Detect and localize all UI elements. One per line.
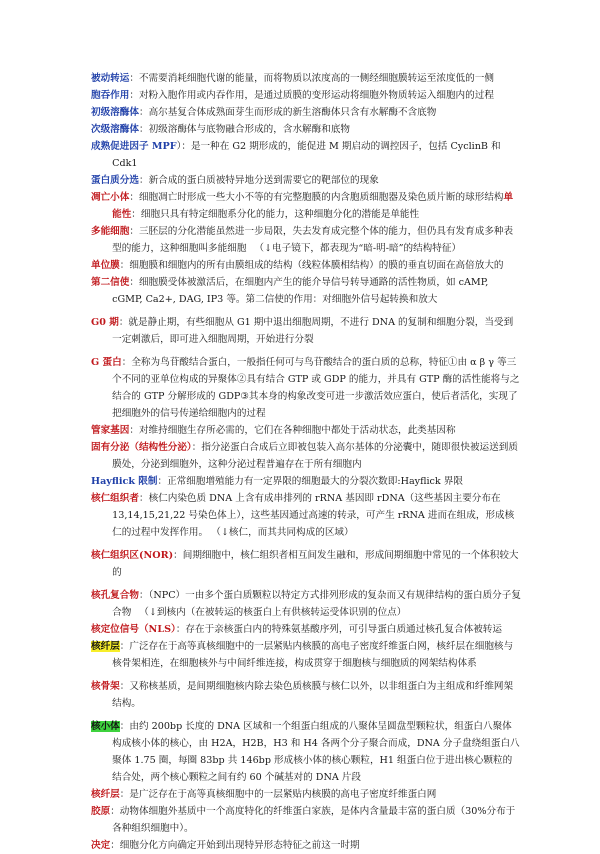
- term: 核骨架: [91, 681, 120, 692]
- term: 固有分泌（结构性分泌）: [91, 442, 192, 453]
- term: 被动转运: [91, 73, 130, 84]
- definition: 细胞只具有特定细胞系分化的能力，这种细胞分化的潜能是单能性: [140, 209, 420, 220]
- term: 管家基因: [91, 425, 130, 436]
- entry-passive-transport: 被动转运：不需要消耗细胞代谢的能量，而将物质以浓度高的一侧经细胞膜转运至浓度低的一侧: [91, 73, 494, 84]
- term: G 蛋白: [91, 357, 122, 368]
- definition: 不需要消耗细胞代谢的能量，而将物质以浓度高的一侧经细胞膜转运至浓度低的一侧: [138, 73, 494, 84]
- entry-primary-lysosome: 初级溶酶体：高尔基复合体成熟面芽生而形成的新生溶酶体只含有水解酶不含底物: [91, 107, 437, 118]
- entry-collagen: 胶原：动物体细胞外基质中一个高度特化的纤维蛋白家族，是体内含量最丰富的蛋白质（30%分布于各种组织细胞中）。: [91, 806, 516, 834]
- entry-g-protein: G 蛋白：全称为鸟苷酸结合蛋白，一般指任何可与鸟苷酸结合的蛋白质的总称，特征①由 α β γ 等三个不同的亚单位构成的异聚体②具有结合 GTP 或 GDP 的能力，并具有 GTP 酶的活性能将与之结合的 GTP 分解形成的 GDP③其本身的构象改变可进一步激活效应蛋白，使后者活化，实现了把细胞外的信号传递给细胞内的过程: [91, 357, 520, 419]
- term: 单位膜: [91, 260, 120, 271]
- term: 多能细胞: [91, 226, 130, 237]
- definition: 细胞凋亡时形成一些大小不等的有完整胞膜的内含胞质细胞器及染色质片断的球形结构: [138, 192, 504, 203]
- entry-nuclear-lamina: 核纤层：广泛存在于高等真核细胞中的一层紧贴内核膜的高电子密度纤维蛋白网，核纤层在细胞核与核骨架相连，在细胞核外与中间纤维连接，构成贯穿于细胞核与细胞质的网架结构体系: [91, 641, 514, 669]
- definition: 存在于亲核蛋白内的特殊氨基酸序列，可引导蛋白质通过核孔复合体被转运: [185, 624, 502, 635]
- definition: 广泛存在于高等真核细胞中的一层紧贴内核膜的高电子密度纤维蛋白网，核纤层在细胞核与核骨架相连，在细胞核外与中间纤维连接，构成贯穿于细胞核与细胞质的网架结构体系: [112, 641, 514, 669]
- definition: 初级溶酶体与底物融合形成的，含水解酶和底物: [148, 124, 351, 135]
- entry-determination: 决定：细胞分化方向确定开始到出现特异形态特征之前这一时期: [91, 840, 360, 851]
- entry-nucleosome: 核小体：由约 200bp 长度的 DNA 区域和一个组蛋白组成的八聚体呈圆盘型颗粒状，组蛋白八聚体构成核小体的核心，由 H2A，H2B，H3 和 H4 各两个分子聚合而成，DNA 分子盘绕组蛋白八聚体 1.75 圈，每圈 83bp 共 146bp 形成核小体的核心颗粒，H1 组蛋白位于进出核心颗粒的结合处，两个核心颗粒之间有约 60 个碱基对的 DNA 片段: [91, 721, 520, 783]
- term: 核仁组织区(NOR): [91, 550, 174, 561]
- definition: 细胞膜受体被激活后，在细胞内产生的能介导信号转导通路的活性物质，如 cAMP, cGMP, Ca2+, DAG, IP3 等。第二信使的作用：对细胞外信号起转换和放大: [112, 277, 489, 305]
- entry-endocytosis: 胞吞作用：对粉入胞作用或内吞作用，是通过质膜的变形运动将细胞外物质转运入细胞内的过程: [91, 90, 494, 101]
- term: 核纤层: [91, 789, 120, 800]
- term: 单能性: [112, 192, 514, 220]
- entry-nuclear-matrix: 核骨架：又称核基质，是间期细胞核内除去染色质核膜与核仁以外，以非组蛋白为主组成和纤维网架结构。: [91, 681, 514, 709]
- definition: 对维持细胞生存所必需的，它们在各种细胞中都处于活动状态，此类基因称: [138, 425, 456, 436]
- entry-nuclear-lamina-2: 核纤层：是广泛存在于高等真核细胞中的一层紧贴内核膜的高电子密度纤维蛋白网: [91, 789, 437, 800]
- definition: 三胚层的分化潜能虽然进一步局限，失去发育成完整个体的能力，但仍具有发育成多种表型的能力，这种细胞叫多能细胞: [112, 226, 514, 254]
- definition: 是广泛存在于高等真核细胞中的一层紧贴内核膜的高电子密度纤维蛋白网: [129, 789, 437, 800]
- definition: 由约 200bp 长度的 DNA 区域和一个组蛋白组成的八聚体呈圆盘型颗粒状，组蛋白八聚体构成核小体的核心，由 H2A，H2B，H3 和 H4 各两个分子聚合而成，DNA 分子盘绕组蛋白八聚体 1.75 圈，每圈 83bp 共 146bp 形成核小体的核心颗粒，H1 组蛋白位于进出核心颗粒的结合处，两个核心颗粒之间有约 60 个碱基对的 DNA 片段: [112, 721, 520, 783]
- term: 次级溶酶体: [91, 124, 139, 135]
- term: G0 期: [91, 317, 119, 328]
- term: 决定: [91, 840, 111, 851]
- definition: 动物体细胞外基质中一个高度特化的纤维蛋白家族，是体内含量最丰富的蛋白质（30%分布于各种组织细胞中）。: [112, 806, 516, 834]
- definition: 新合成的蛋白质被特异地分送到需要它的靶部位的现象: [148, 175, 379, 186]
- entry-housekeeping-gene: 管家基因：对维持细胞生存所必需的，它们在各种细胞中都处于活动状态，此类基因称: [91, 425, 456, 436]
- entry-multipotent-cell: 多能细胞：三胚层的分化潜能虽然进一步局限，失去发育成完整个体的能力，但仍具有发育成多种表型的能力，这种细胞叫多能细胞 （↓电子镜下，都表现为“暗-明-暗”的结构特征）: [91, 226, 514, 254]
- entry-protein-sorting: 蛋白质分选：新合成的蛋白质被特异地分送到需要它的靶部位的现象: [91, 175, 379, 186]
- annotation-note: （↓到核内（在被转运的核蛋白上有供核转运受体识别的位点）: [139, 607, 407, 618]
- definition: 细胞膜和细胞内的所有由膜组成的结构（线粒体膜相结构）的膜的垂直切面在高倍放大的: [129, 260, 504, 271]
- entry-nor: 核仁组织区(NOR)：间期细胞中，核仁组织者相互间发生融和，形成间期细胞中常见的一个体积较大的: [91, 550, 519, 578]
- term: 核仁组织者: [91, 493, 139, 504]
- entry-g0-phase: G0 期：就是静止期，有些细胞从 G1 期中退出细胞周期，不进行 DNA 的复制和细胞分裂，当受到一定刺激后，即可进入细胞周期，开始进行分裂: [91, 317, 514, 345]
- definition: 就是静止期，有些细胞从 G1 期中退出细胞周期，不进行 DNA 的复制和细胞分裂，当受到一定刺激后，即可进入细胞周期，开始进行分裂: [112, 317, 514, 345]
- entry-mpf: 成熟促进因子 MPF）：是一种在 G2 期形成的，能促进 M 期启动的调控因子，包括 CyclinB 和 Cdk1: [91, 141, 501, 169]
- term: 核纤层: [91, 641, 120, 652]
- term: 成熟促进因子 MPF: [91, 141, 177, 152]
- term: 凋亡小体: [91, 192, 130, 203]
- definition: 是一种在 G2 期形成的，能促进 M 期启动的调控因子，包括 CyclinB 和 Cdk1: [112, 141, 501, 169]
- term: 胶原: [91, 806, 111, 817]
- definition: 正常细胞增殖能力有一定界限的细胞最大的分裂次数即:Hayflick 界限: [167, 476, 463, 487]
- definition: （NPC）一由多个蛋白质颗粒以特定方式排列形成的复杂而又有规律结构的蛋白质分子复合物: [112, 590, 521, 618]
- term: 初级溶酶体: [91, 107, 139, 118]
- definition: 指分泌蛋白合成后立即被包装入高尔基体的分泌囊中，随即很快被运送到质膜处，分泌到细胞外，这种分泌过程普遍存在于所有细胞内: [112, 442, 518, 470]
- term: 蛋白质分选: [91, 175, 139, 186]
- entry-apoptotic-body: 凋亡小体：细胞凋亡时形成一些大小不等的有完整胞膜的内含胞质细胞器及染色质片断的球形结构单能性：细胞只具有特定细胞系分化的能力，这种细胞分化的潜能是单能性: [91, 192, 514, 220]
- definition: 全称为鸟苷酸结合蛋白，一般指任何可与鸟苷酸结合的蛋白质的总称，特征①由 α β γ 等三个不同的亚单位构成的异聚体②具有结合 GTP 或 GDP 的能力，并具有 GTP 酶的活性能将与之结合的 GTP 分解形成的 GDP③其本身的构象改变可进一步激活效应蛋白，使后者活化，实现了把细胞外的信号传递给细胞内的过程: [112, 357, 520, 419]
- definition: 对粉入胞作用或内吞作用，是通过质膜的变形运动将细胞外物质转运入细胞内的过程: [138, 90, 494, 101]
- entry-nls: 核定位信号（NLS）：存在于亲核蛋白内的特殊氨基酸序列，可引导蛋白质通过核孔复合体被转运: [91, 624, 502, 635]
- annotation-note: （↓核仁，而其共同构成的区域）: [216, 527, 354, 538]
- entry-secondary-lysosome: 次级溶酶体：初级溶酶体与底物融合形成的，含水解酶和底物: [91, 124, 351, 135]
- definition: 核仁内染色质 DNA 上含有成串排列的 rRNA 基因即 rDNA（这些基因主要分布在 13,14,15,21,22 号染色体上），这些基因通过高速的转录，可产生 rRNA 进而在组成，形成核仁的过程中发挥作用。: [112, 493, 515, 538]
- definition: 高尔基复合体成熟面芽生而形成的新生溶酶体只含有水解酶不含底物: [148, 107, 437, 118]
- definition: 又称核基质，是间期细胞核内除去染色质核膜与核仁以外，以非组蛋白为主组成和纤维网架结构。: [112, 681, 514, 709]
- entry-second-messenger: 第二信使：细胞膜受体被激活后，在细胞内产生的能介导信号转导通路的活性物质，如 cAMP, cGMP, Ca2+, DAG, IP3 等。第二信使的作用：对细胞外信号起转换和放大: [91, 277, 489, 305]
- term: 胞吞作用: [91, 90, 130, 101]
- entry-hayflick-limit: Hayflick 限制：正常细胞增殖能力有一定界限的细胞最大的分裂次数即:Hayflick 界限: [91, 476, 463, 487]
- entry-unit-membrane: 单位膜：细胞膜和细胞内的所有由膜组成的结构（线粒体膜相结构）的膜的垂直切面在高倍放大的: [91, 260, 504, 271]
- term: Hayflick 限制: [91, 476, 158, 487]
- entry-constitutive-secretion: 固有分泌（结构性分泌）：指分泌蛋白合成后立即被包装入高尔基体的分泌囊中，随即很快被运送到质膜处，分泌到细胞外，这种分泌过程普遍存在于所有细胞内: [91, 442, 518, 470]
- term: 核小体: [91, 721, 120, 732]
- term: 第二信使: [91, 277, 130, 288]
- definition: 间期细胞中，核仁组织者相互间发生融和，形成间期细胞中常见的一个体积较大的: [112, 550, 519, 578]
- annotation-note: （↓电子镜下，都表现为“暗-明-暗”的结构特征）: [254, 243, 462, 254]
- term: 核孔复合物: [91, 590, 139, 601]
- term: 核定位信号（NLS）: [91, 624, 176, 635]
- entry-nuclear-pore-complex: 核孔复合物：（NPC）一由多个蛋白质颗粒以特定方式排列形成的复杂而又有规律结构的蛋白质分子复合物 （↓到核内（在被转运的核蛋白上有供核转运受体识别的位点）: [91, 590, 521, 618]
- definition: 细胞分化方向确定开始到出现特异形态特征之前这一时期: [119, 840, 360, 851]
- document-page: [91, 70, 521, 854]
- entry-nucleolar-organizer: 核仁组织者：核仁内染色质 DNA 上含有成串排列的 rRNA 基因即 rDNA（这些基因主要分布在 13,14,15,21,22 号染色体上），这些基因通过高速的转录，可产生 rRNA 进而在组成，形成核仁的过程中发挥作用。 （↓核仁，而其共同构成的区域）: [91, 493, 515, 538]
